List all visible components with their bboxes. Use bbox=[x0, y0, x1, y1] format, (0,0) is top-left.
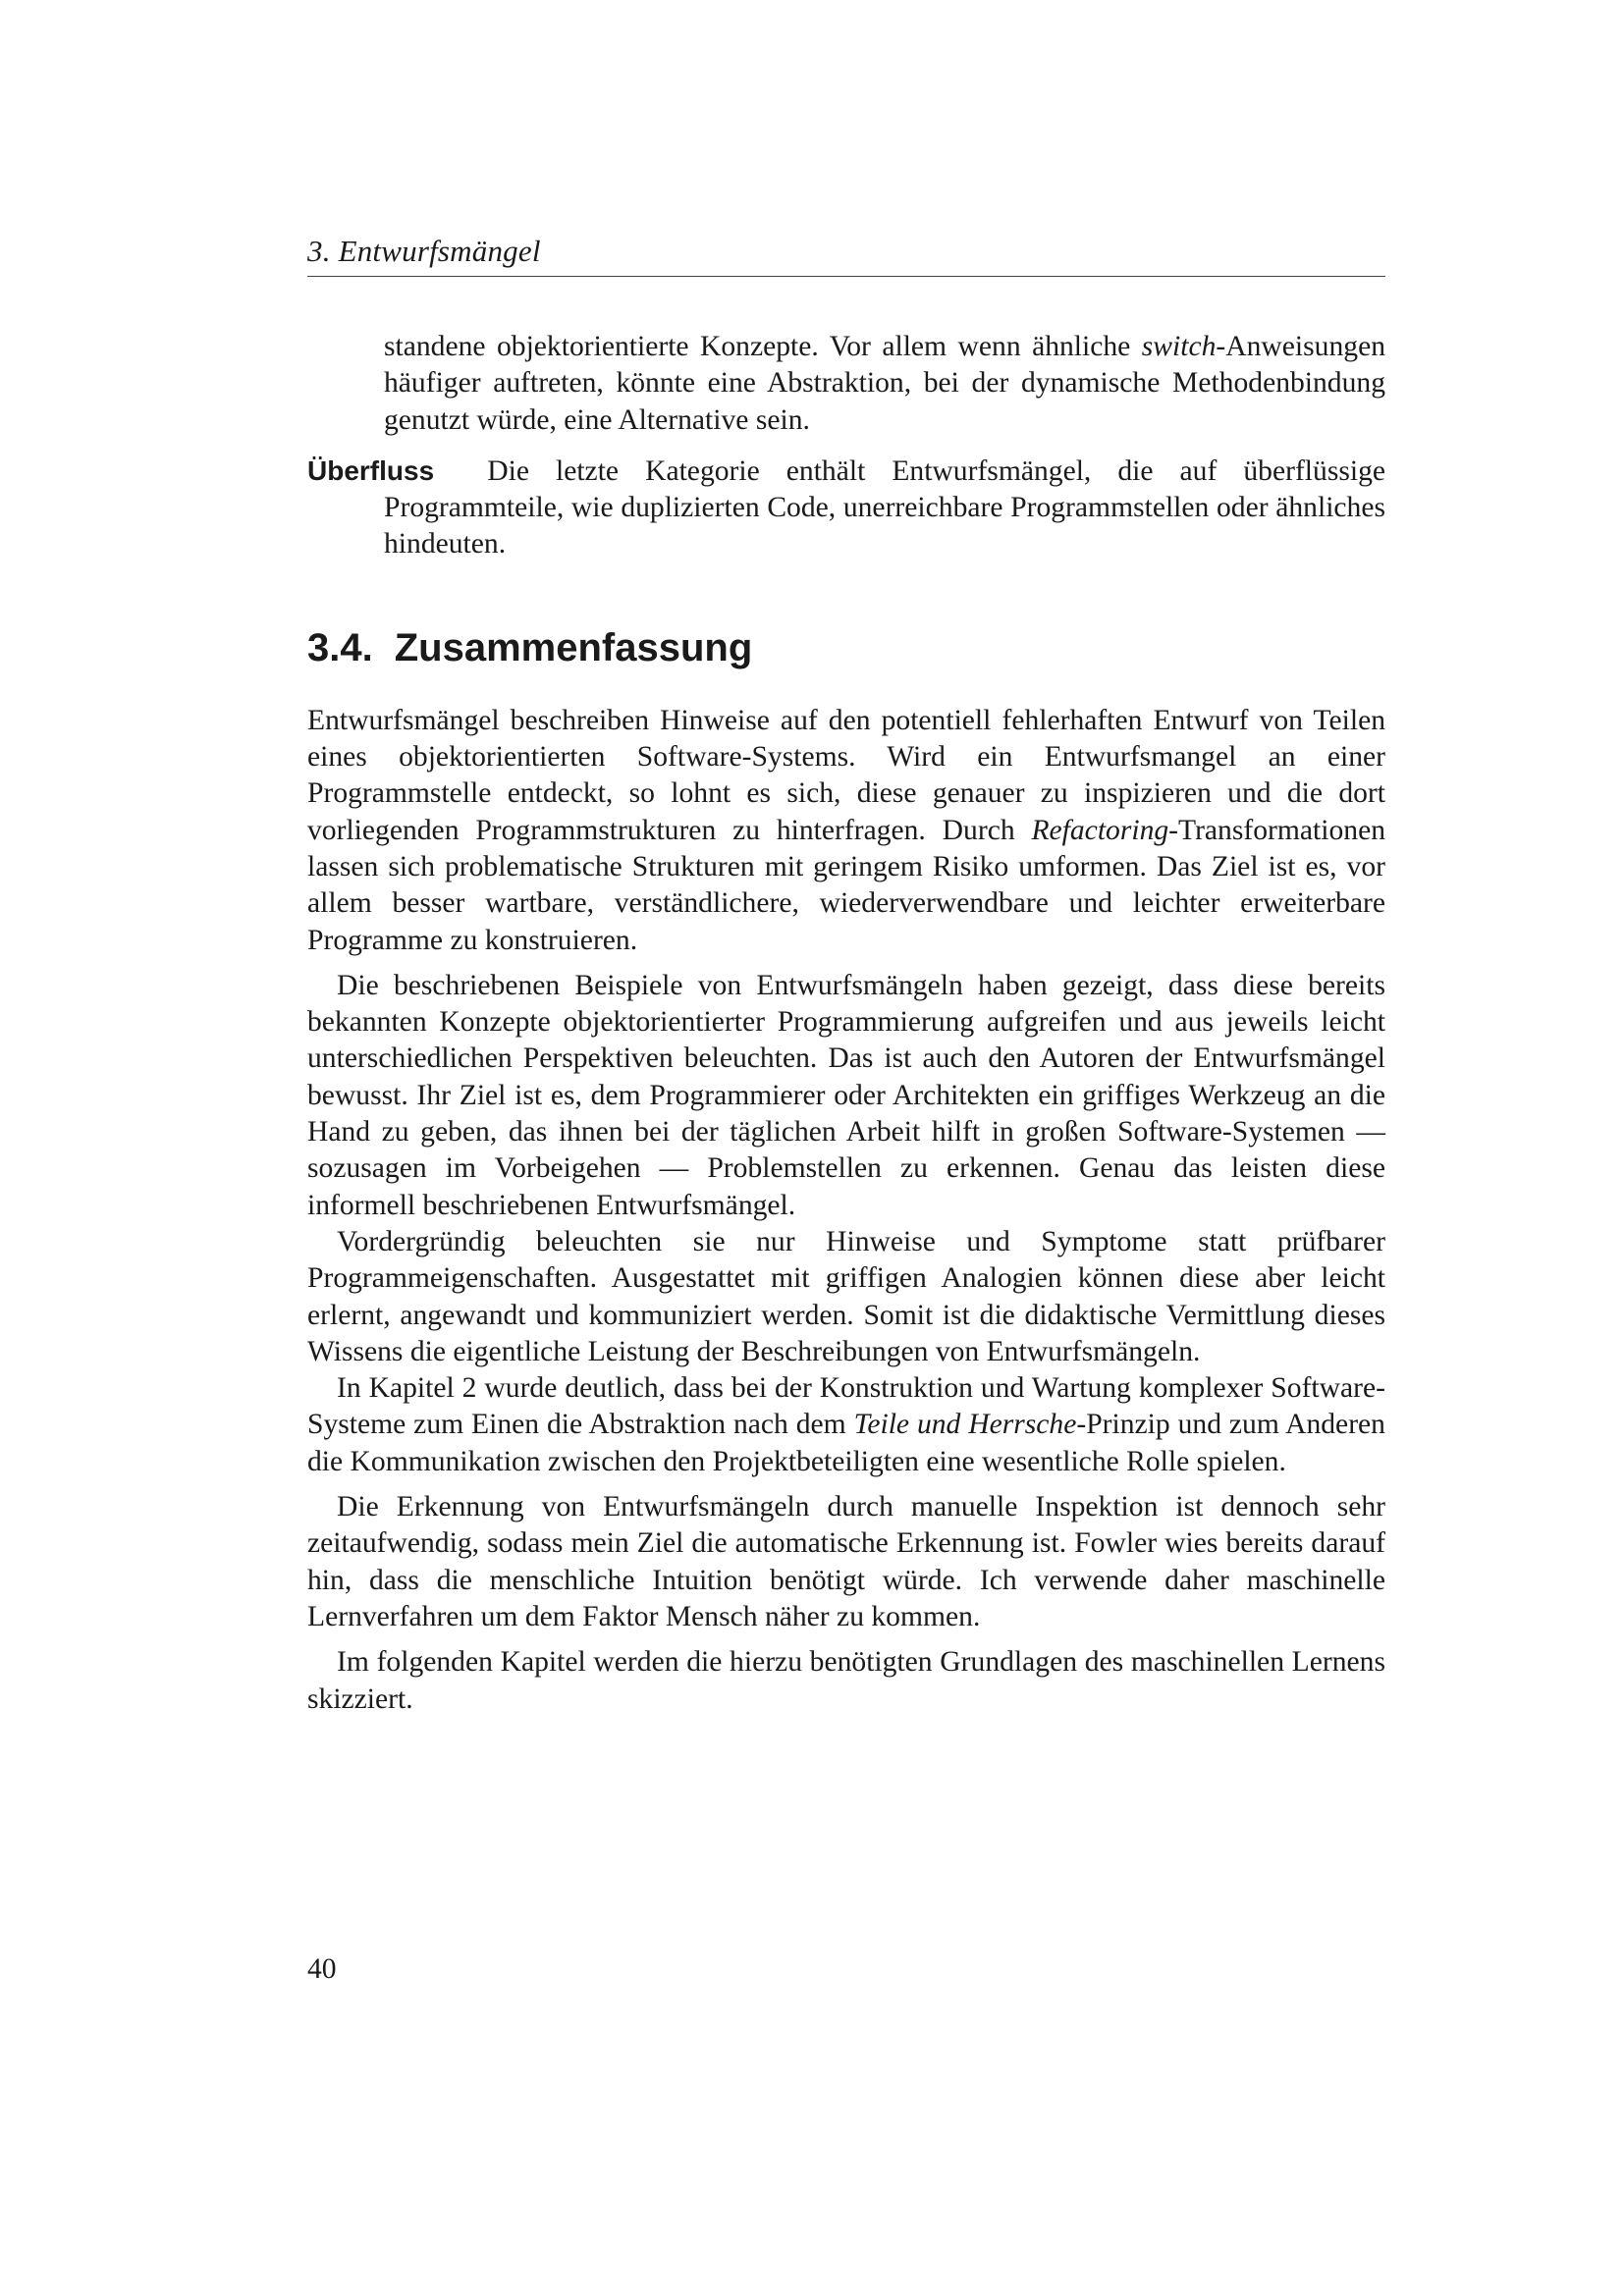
page-content bbox=[307, 329, 1385, 1718]
body-paragraph: Vordergründig beleuchten sie nur Hinweise und Symptome statt prüfbarer Programmeigenschaften. Ausgestattet mit griffigen Analogien können diese aber leicht erlernt, angewandt und kommuniziert werden. Somit ist die didaktische Vermittlung dieses Wissens die eigentliche Leistung der Beschreibungen von Entwurfsmängeln. bbox=[307, 1225, 1385, 1367]
body-paragraph bbox=[307, 703, 1385, 959]
body-paragraph: Die beschriebenen Beispiele von Entwurfsmängeln haben gezeigt, dass diese bereits bekannten Konzepte objektorientierter Programmierung aufgreifen und aus jeweils leicht unterschiedlichen Perspektiven beleuchten. Das ist auch den Autoren der Entwurfsmängel bewusst. Ihr Ziel ist es, dem Programmierer oder Architekten ein griffiges Werkzeug an die Hand zu geben, das ihnen bei der täglichen Arbeit hilft in großen Software-Systemen — sozusagen im Vorbeigehen — Problemstellen zu erkennen. Genau das leisten diese informell beschriebenen Entwurfsmängel. bbox=[307, 969, 1385, 1221]
item-label: Überfluss bbox=[307, 454, 435, 486]
text-run: In Kapitel 2 wurde deutlich, dass bei der Konstruktion und Wartung komplexer Software-Systeme zum Einen die Abstraktion nach dem bbox=[307, 1372, 1385, 1441]
text-run: -Transformationen lassen sich problematische Strukturen mit geringem Risiko umformen. Das Ziel ist es, vor allem besser wartbare, verständlichere, wiederverwendbare und leichter erweiterbare Programme zu konstruieren. bbox=[307, 814, 1385, 956]
emphasis: Refactoring bbox=[1031, 814, 1169, 846]
section-title: Zusammenfassung bbox=[394, 625, 753, 669]
page-number: 40 bbox=[307, 1953, 337, 1985]
emphasis: Teile und Herrsche bbox=[853, 1409, 1077, 1441]
running-head: 3. Entwurfsmängel bbox=[307, 234, 541, 268]
description-list-item bbox=[307, 453, 1385, 563]
section-number: 3.4. bbox=[307, 625, 373, 669]
text-run: Entwurfsmängel beschreiben Hinweise auf den potentiell fehlerhaften Entwurf von Teilen eines objektorientierten Software-Systems. Wird ein Entwurfsmangel an einer Programmstelle entdeckt, so lohnt es sich, diese genauer zu inspizieren und die dort vorliegenden Programmstrukturen zu hinterfragen. Durch bbox=[307, 704, 1385, 846]
continuation-paragraph bbox=[384, 329, 1385, 439]
text-run: -Prinzip und zum Anderen die Kommunikation zwischen den Projektbeteiligten eine wesentliche Rolle spielen. bbox=[307, 1409, 1385, 1477]
section-heading bbox=[307, 622, 1385, 673]
emphasis: switch bbox=[1141, 331, 1217, 362]
body-paragraph: Die Erkennung von Entwurfsmängeln durch manuelle Inspektion ist dennoch sehr zeitaufwendig, sodass mein Ziel die automatische Erkennung ist. Fowler wies bereits darauf hin, dass die menschliche Intuition benötigt würde. Ich verwende daher maschinelle Lernverfahren um dem Faktor Mensch näher zu kommen. bbox=[307, 1491, 1385, 1632]
text-run: -Anweisungen häufiger auftreten, könnte eine Abstraktion, bei der dynamische Methodenbindung genutzt würde, eine Alternative sein. bbox=[384, 331, 1385, 436]
body-paragraph: Im folgenden Kapitel werden die hierzu benötigten Grundlagen des maschinellen Lernens skizziert. bbox=[307, 1646, 1385, 1715]
page-header bbox=[307, 232, 1385, 277]
item-description: Die letzte Kategorie enthält Entwurfsmängel, die auf überflüssige Programmteile, wie duplizierten Code, unerreichbare Programmstellen oder ähnliches hindeuten. bbox=[384, 454, 1386, 561]
text-run: standene objektorientierte Konzepte. Vor allem wenn ähnliche bbox=[384, 331, 1142, 362]
body-paragraph bbox=[307, 1370, 1385, 1480]
